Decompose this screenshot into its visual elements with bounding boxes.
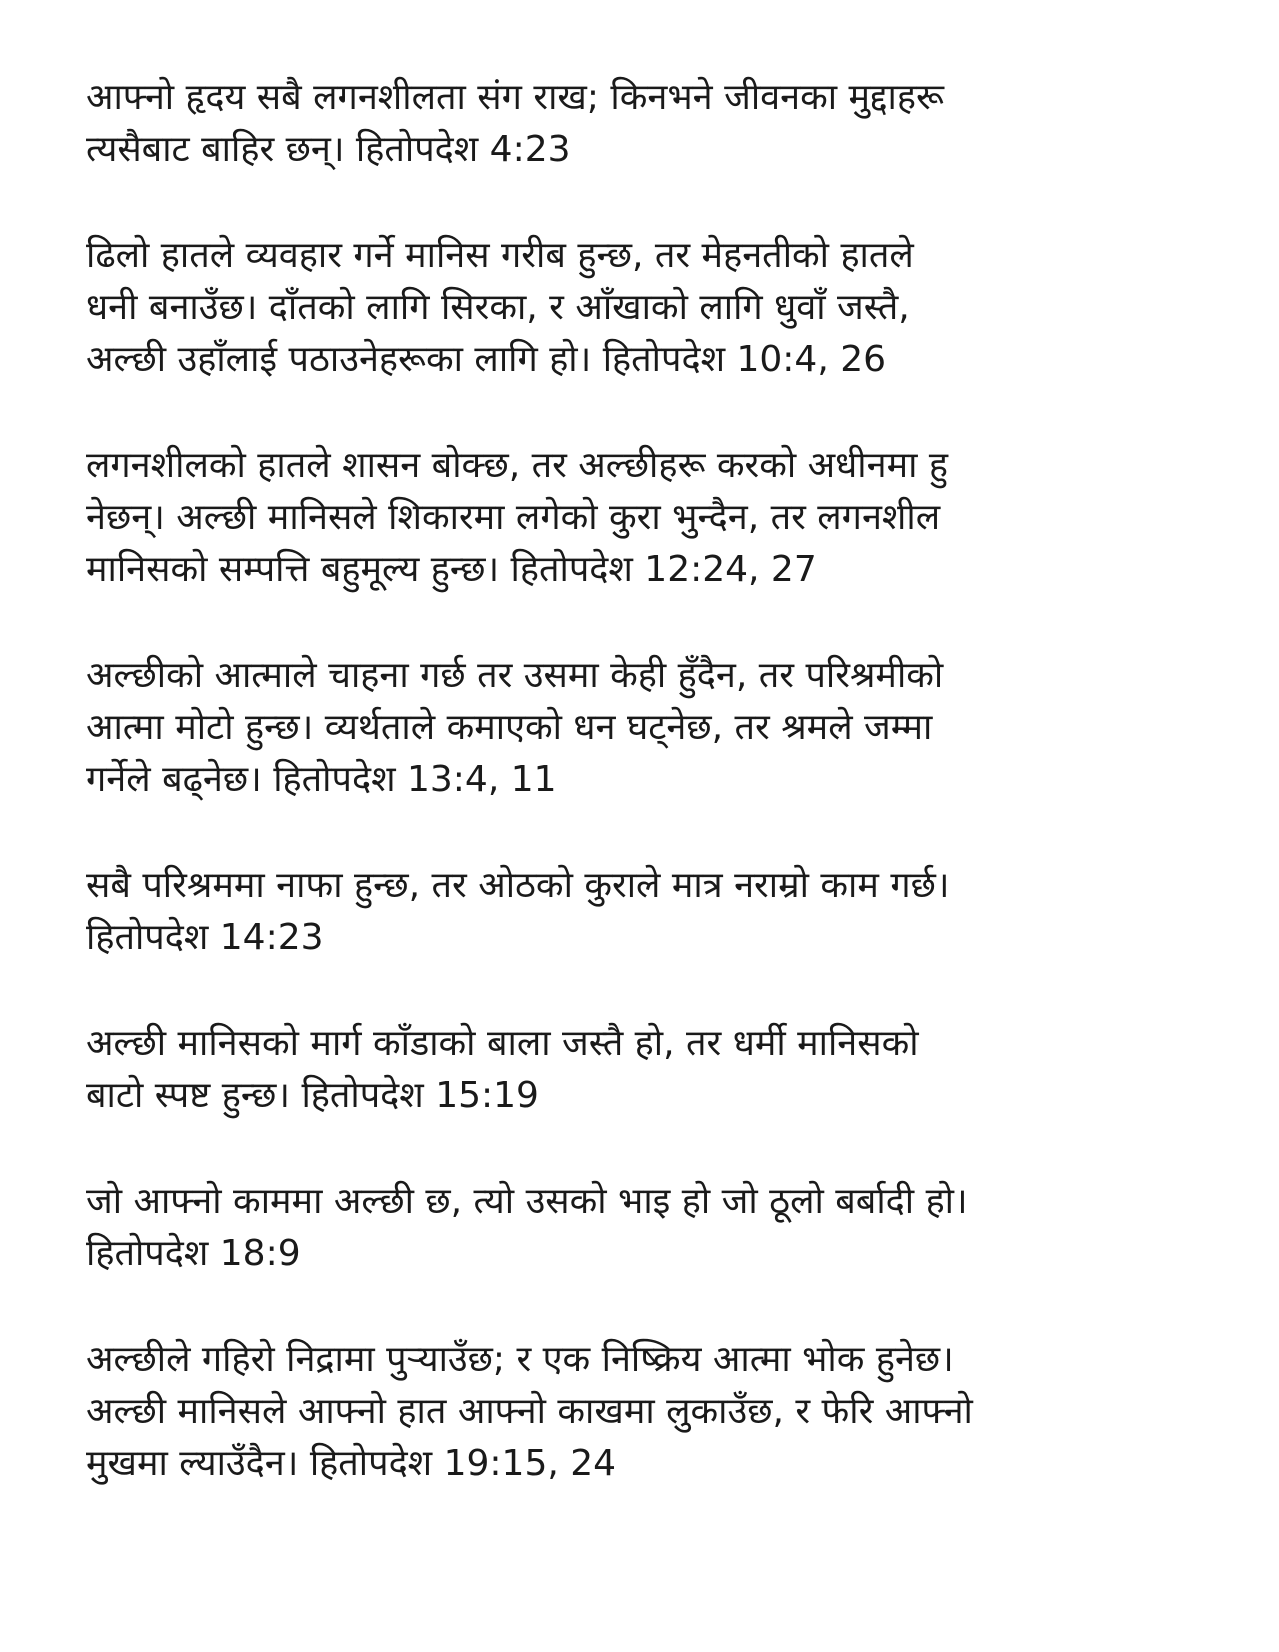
verse-paragraph — [86, 230, 1196, 386]
verse-line: अल्छीले गहिरो निद्रामा पुर्‍याउँछ; र एक निष्क्रिय आत्मा भोक हुनेछ। — [86, 1339, 954, 1380]
document-page — [86, 72, 1196, 1544]
verse-line: जो आफ्नो काममा अल्छी छ, त्यो उसको भाइ हो जो ठूलो बर्बादी हो। — [86, 1181, 968, 1222]
verse-paragraph — [86, 440, 1196, 596]
verse-line: मुखमा ल्याउँदैन। हितोपदेश 19:15, 24 — [86, 1443, 617, 1484]
verse-paragraph — [86, 1334, 1196, 1490]
verse-line: ढिलो हातले व्यवहार गर्ने मानिस गरीब हुन्छ, तर मेहनतीको हातले — [86, 235, 914, 276]
verse-line: अल्छी मानिसले आफ्नो हात आफ्नो काखमा लुकाउँछ, र फेरि आफ्नो — [86, 1391, 973, 1432]
verse-line: लगनशीलको हातले शासन बोक्छ, तर अल्छीहरू करको अधीनमा हु — [86, 445, 949, 486]
verse-line: अल्छी उहाँलाई पठाउनेहरूका लागि हो। हितोपदेश 10:4, 26 — [86, 339, 887, 380]
verse-line: अल्छी मानिसको मार्ग काँडाको बाला जस्तै हो, तर धर्मी मानिसको — [86, 1023, 919, 1064]
verse-line: गर्नेले बढ्नेछ। हितोपदेश 13:4, 11 — [86, 759, 557, 800]
verse-line: आफ्नो हृदय सबै लगनशीलता संग राख; किनभने जीवनका मुद्दाहरू — [86, 77, 944, 118]
verse-line: अल्छीको आत्माले चाहना गर्छ तर उसमा केही हुँदैन, तर परिश्रमीको — [86, 655, 944, 696]
verse-paragraph — [86, 860, 1196, 964]
verse-line: हितोपदेश 14:23 — [86, 917, 324, 958]
verse-line: धनी बनाउँछ। दाँतको लागि सिरका, र आँखाको लागि धुवाँ जस्तै, — [86, 287, 910, 328]
verse-line: आत्मा मोटो हुन्छ। व्यर्थताले कमाएको धन घट्नेछ, तर श्रमले जम्मा — [86, 707, 933, 748]
verse-line: त्यसैबाट बाहिर छन्। हितोपदेश 4:23 — [86, 129, 571, 170]
verse-paragraph — [86, 1018, 1196, 1122]
verse-line: हितोपदेश 18:9 — [86, 1233, 301, 1274]
verse-line: नेछन्। अल्छी मानिसले शिकारमा लगेको कुरा भुन्दैन, तर लगनशील — [86, 497, 941, 538]
verse-paragraph — [86, 72, 1196, 176]
verse-line: सबै परिश्रममा नाफा हुन्छ, तर ओठको कुराले मात्र नराम्रो काम गर्छ। — [86, 865, 950, 906]
verse-line: मानिसको सम्पत्ति बहुमूल्य हुन्छ। हितोपदेश 12:24, 27 — [86, 549, 817, 590]
verse-paragraph — [86, 1176, 1196, 1280]
verse-line: बाटो स्पष्ट हुन्छ। हितोपदेश 15:19 — [86, 1075, 539, 1116]
verse-paragraph — [86, 650, 1196, 806]
